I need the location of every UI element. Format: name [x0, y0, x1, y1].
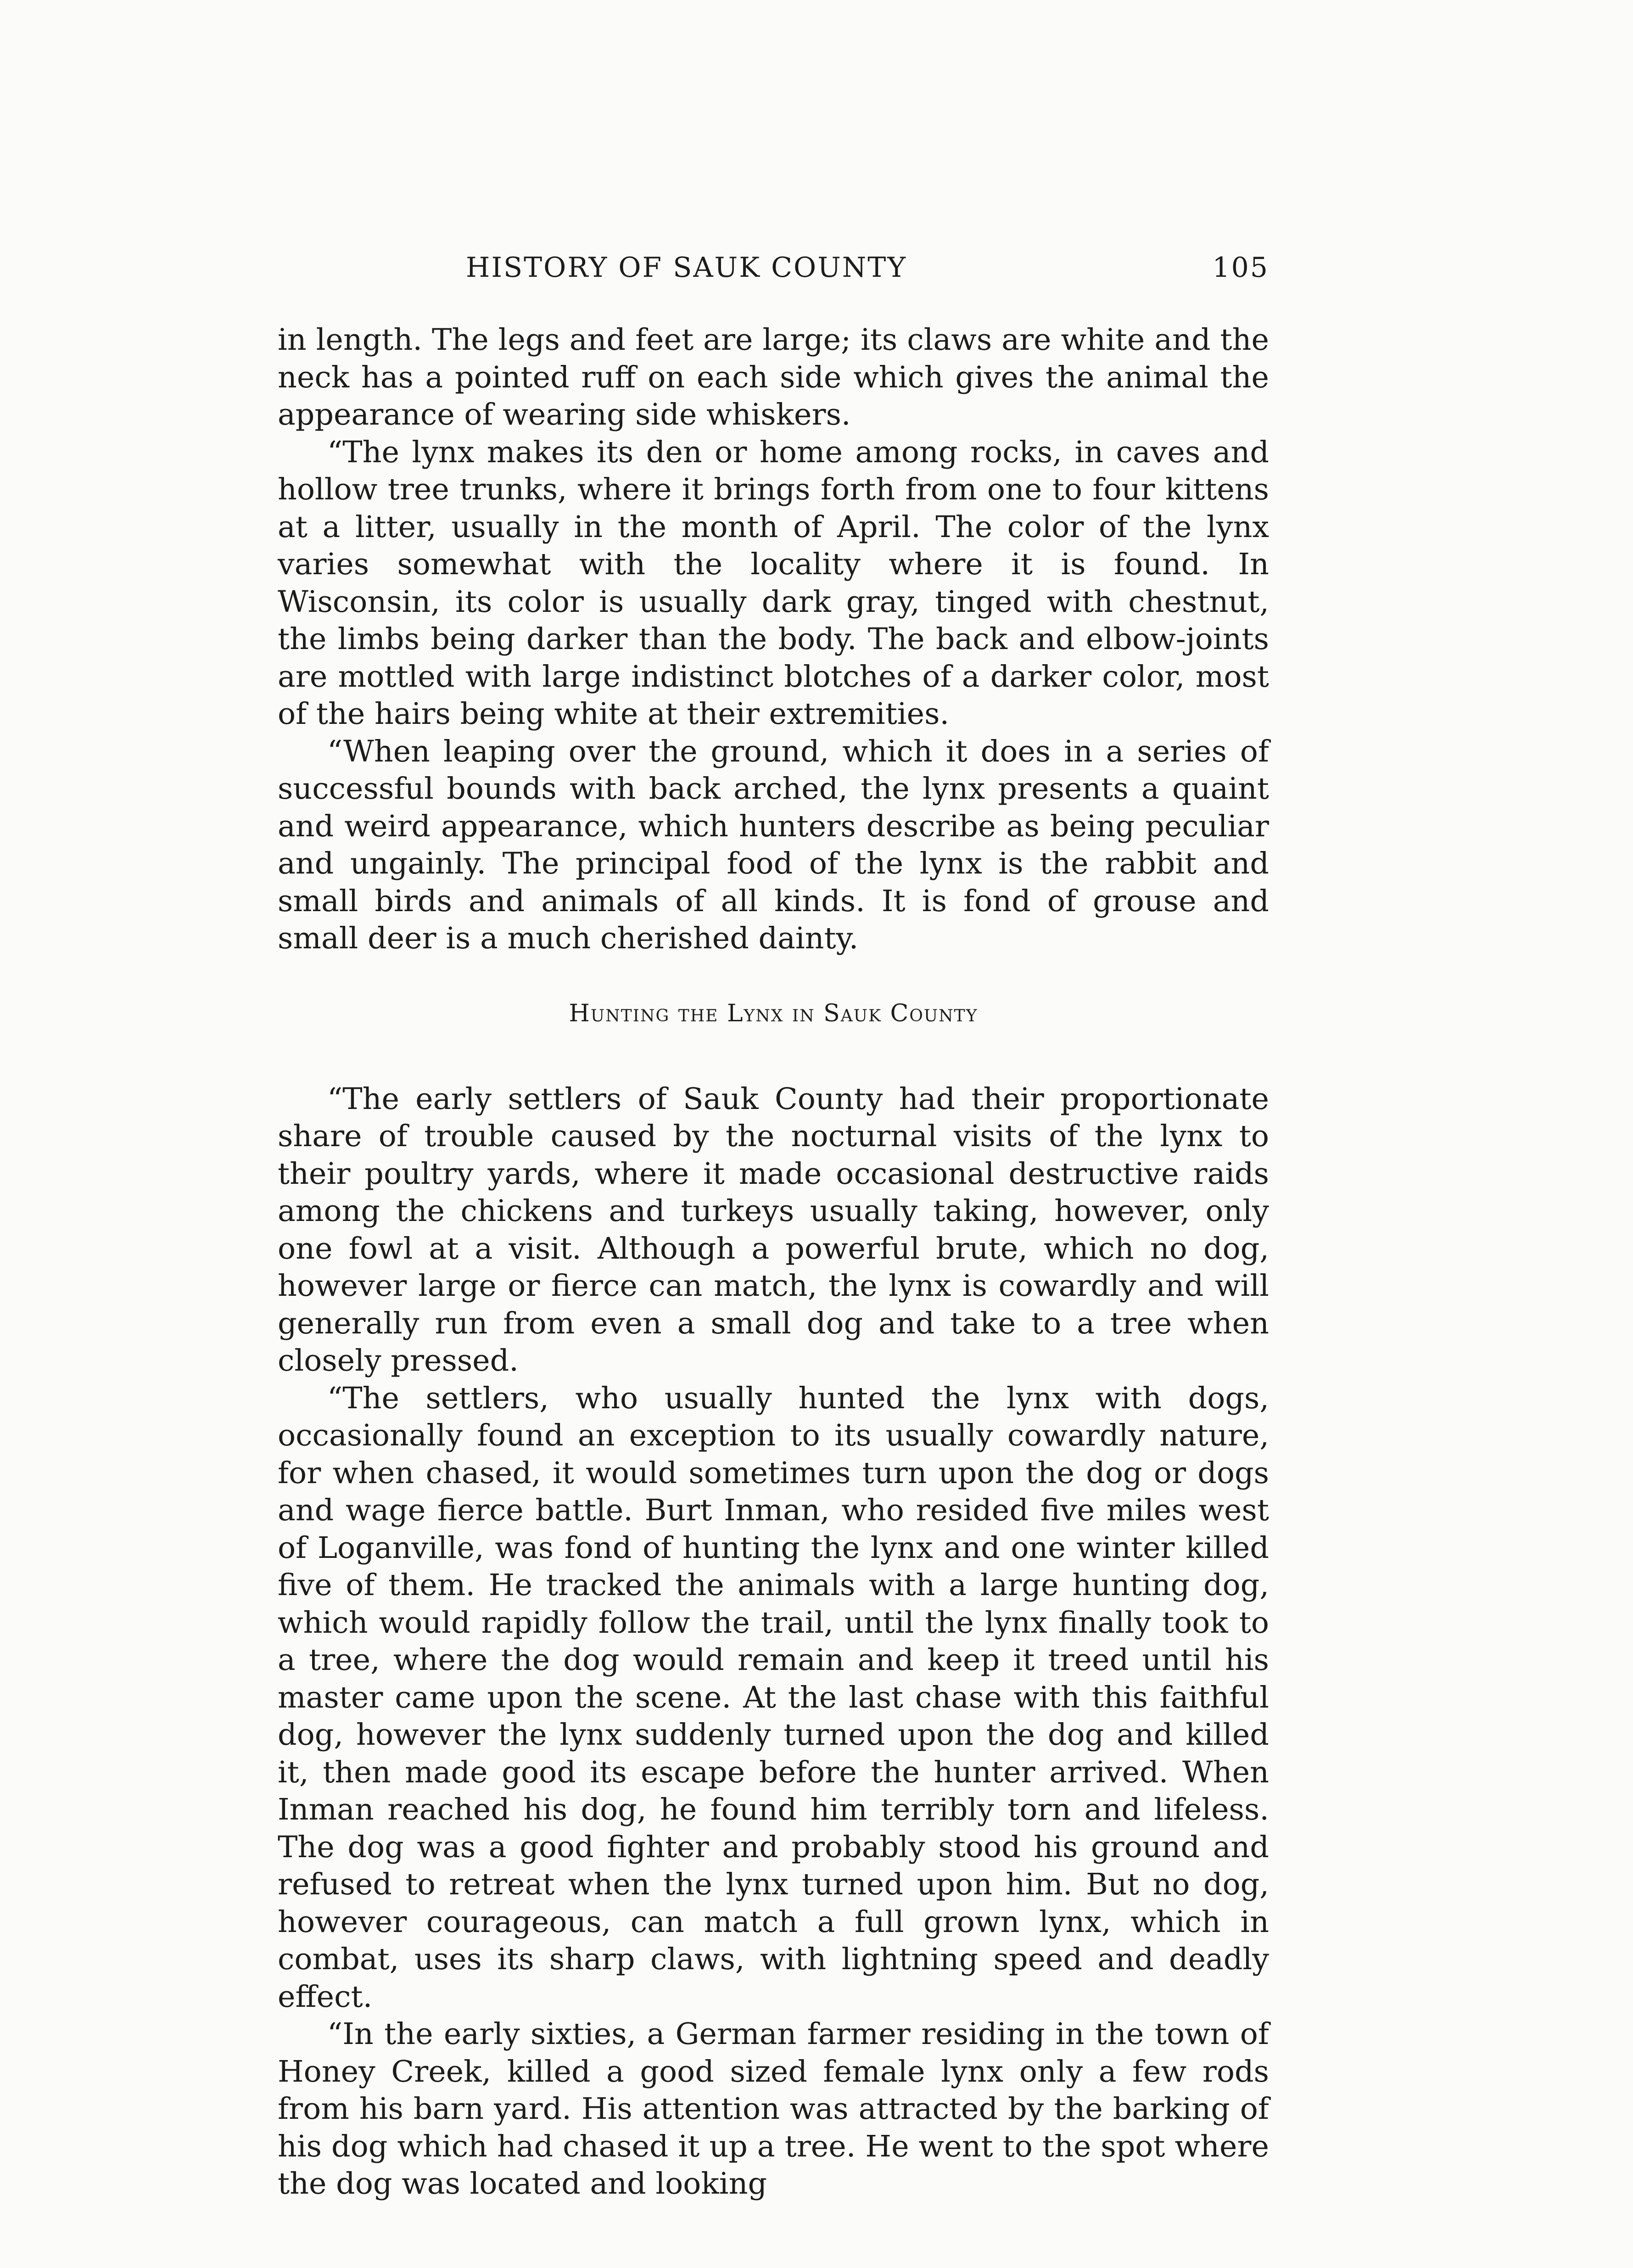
paragraph: “The early settlers of Sauk County had their proportionate share of trouble caused by the nocturnal visits of the lynx to their poultry yards, where it made occasional destructive raids among the chickens and turkeys usually taking, however, only one fowl at a visit. Although a powerful brute, which no dog, however large or fierce can match, the lynx is cowardly and will generally run from even a small dog and take to a tree when closely pressed. [278, 1081, 1269, 1378]
running-header [278, 252, 1269, 293]
paragraph: “The lynx makes its den or home among rocks, in caves and hollow tree trunks, where it brings forth from one to four kittens at a litter, usually in the month of April. The color of the lynx varies somewhat with the locality where it is found. In Wisconsin, its color is usually dark gray, tinged with chestnut, the limbs being darker than the body. The back and elbow-joints are mottled with large indistinct blotches of a darker color, most of the hairs being white at their extremities. [278, 435, 1269, 731]
paragraph-continuation: in length. The legs and feet are large; its claws are white and the neck has a pointed ruff on each side which gives the animal the appearance of wearing side whiskers. [278, 323, 1269, 432]
paragraph: “In the early sixties, a German farmer residing in the town of Honey Creek, killed a good sized female lynx only a few rods from his barn yard. His attention was attracted by the barking of his dog which had chased it up a tree. He went to the spot where the dog was located and looking [278, 2017, 1269, 2201]
paragraph: “When leaping over the ground, which it does in a series of successful bounds with back arched, the lynx presents a quaint and weird appearance, which hunters describe as being peculiar and ungainly. The principal food of the lynx is the rabbit and small birds and animals of all kinds. It is fond of grouse and small deer is a much cherished dainty. [278, 734, 1269, 956]
page-number: 105 [1212, 252, 1269, 284]
body-text [278, 321, 1269, 2203]
section-heading: Hunting the Lynx in Sauk County [569, 999, 978, 1027]
running-title: HISTORY OF SAUK COUNTY [466, 252, 907, 284]
paragraph: “The settlers, who usually hunted the lynx with dogs, occasionally found an exception to its usually cowardly nature, for when chased, it would sometimes turn upon the dog or dogs and wage fierce battle. Burt Inman, who resided five miles west of Loganville, was fond of hunting the lynx and one winter killed five of them. He tracked the animals with a large hunting dog, which would rapidly follow the trail, until the lynx finally took to a tree, where the dog would remain and keep it treed until his master came upon the scene. At the last chase with this faithful dog, however the lynx suddenly turned upon the dog and killed it, then made good its escape before the hunter arrived. When Inman reached his dog, he found him terribly torn and lifeless. The dog was a good fighter and probably stood his ground and refused to retreat when the lynx turned upon him. But no dog, however courageous, can match a full grown lynx, which in combat, uses its sharp claws, with lightning speed and deadly effect. [278, 1381, 1269, 2014]
